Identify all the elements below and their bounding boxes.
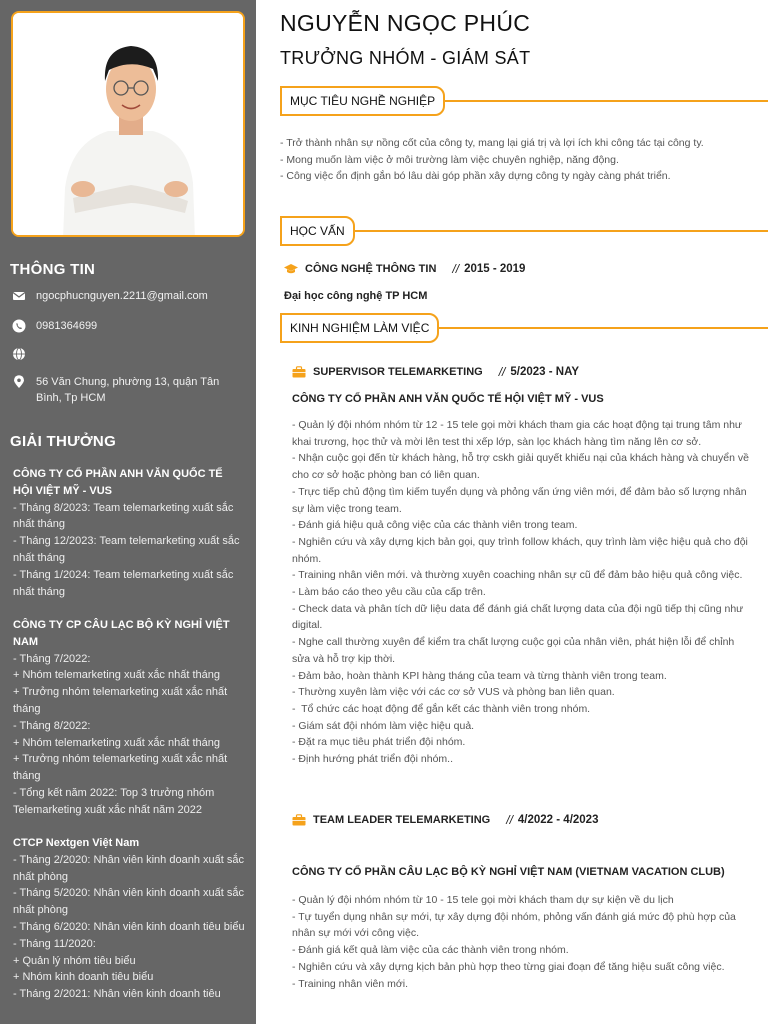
education-separator: // bbox=[452, 262, 460, 276]
education-entry bbox=[284, 262, 525, 276]
briefcase-icon bbox=[292, 366, 306, 378]
phone-icon bbox=[12, 319, 26, 333]
main-content bbox=[256, 0, 768, 1024]
duty-line: - Nghiên cứu và xây dựng kịch bản phù hợp theo từng giai đoạn để tăng hiệu suất công việc. bbox=[292, 960, 725, 973]
objective-line: - Công việc ổn định gắn bó lâu dài góp phần xây dựng công ty ngày càng phát triển. bbox=[280, 170, 671, 183]
duty-line: - Quản lý đội nhóm nhóm từ 10 - 15 tele gọi mời khách tham dự sự kiện về du lịch bbox=[292, 894, 674, 906]
email-text: ngocphucnguyen.2211@gmail.com bbox=[36, 290, 208, 302]
objective-line: - Mong muốn làm việc ở môi trường làm việc chuyên nghiệp, năng động. bbox=[280, 153, 619, 166]
duty-line: - Làm báo cáo theo yêu cầu của cấp trên. bbox=[292, 586, 486, 599]
award-line: + Trưởng nhóm telemarketing xuất xắc nhất tháng bbox=[13, 753, 231, 783]
candidate-name: NGUYỄN NGỌC PHÚC bbox=[280, 10, 531, 36]
award-line: + Trưởng nhóm telemarketing xuất xắc nhất tháng bbox=[13, 686, 231, 715]
job-separator: // bbox=[498, 365, 506, 379]
award-company: CÔNG TY CP CÂU LẠC BỘ KỲ NGHỈ VIỆT NAM bbox=[13, 619, 230, 648]
contact-phone[interactable] bbox=[12, 318, 236, 334]
award-line: - Tháng 6/2020: Nhân viên kinh doanh tiêu biểu bbox=[13, 920, 245, 933]
duty-line: - Tổ chức các hoạt động để gắn kết các thành viên trong nhóm. bbox=[292, 702, 591, 715]
award-line: - Tháng 1/2024: Team telemarketing xuất sắc nhất tháng bbox=[13, 568, 237, 598]
sidebar bbox=[0, 0, 256, 1024]
award-line: - Tháng 2/2021: Nhân viên kinh doanh tiêu bbox=[13, 988, 221, 1001]
award-line: + Nhóm telemarketing xuất xắc nhất tháng bbox=[13, 736, 220, 749]
award-line: - Tổng kết năm 2022: Top 3 trưởng nhóm Telemarketing xuất xắc nhất năm 2022 bbox=[13, 786, 218, 816]
info-heading: THÔNG TIN bbox=[10, 261, 96, 278]
experience-heading: KINH NGHIỆM LÀM VIỆC bbox=[280, 313, 439, 343]
duty-line: - Đánh giá hiệu quả công việc của các thành viên trong team. bbox=[292, 519, 578, 532]
duty-line: - Trực tiếp chủ động tìm kiếm tuyển dụng và phỏng vấn ứng viên mới, để đảm bảo số lượng nhân sự làm việc trong team. bbox=[292, 485, 750, 515]
profile-photo bbox=[11, 11, 245, 237]
award-group-vietnam-vacation bbox=[13, 617, 245, 819]
awards-heading: GIẢI THƯỞNG bbox=[10, 433, 117, 450]
duty-line: - Thường xuyên làm việc với các cơ sở VUS và phòng ban liên quan. bbox=[292, 686, 615, 699]
job-dates: 4/2022 - 4/2023 bbox=[517, 814, 599, 826]
briefcase-icon bbox=[292, 814, 306, 826]
job-header bbox=[292, 813, 598, 827]
award-line: - Tháng 8/2023: Team telemarketing xuất sắc nhất tháng bbox=[13, 501, 237, 531]
objective-heading: MỤC TIÊU NGHỀ NGHIỆP bbox=[280, 86, 445, 116]
award-line: + Nhóm kinh doanh tiêu biểu bbox=[13, 971, 154, 984]
award-line: + Nhóm telemarketing xuất xắc nhất tháng bbox=[13, 669, 220, 682]
job-header bbox=[292, 365, 579, 379]
person-portrait-icon bbox=[13, 13, 245, 237]
award-line: - Tháng 7/2022: bbox=[13, 652, 91, 665]
duty-line: - Giám sát đội nhóm làm việc hiệu quả. bbox=[292, 719, 475, 732]
award-line: - Tháng 12/2023: Team telemarketing xuất sắc nhất tháng bbox=[13, 535, 243, 564]
duty-line: - Check data và phân tích dữ liệu data để đánh giá chất lượng data của đội ngũ tiếp thị cũng như digital. bbox=[292, 602, 747, 632]
duty-line: - Đặt ra mục tiêu phát triển đội nhóm. bbox=[292, 736, 466, 749]
duty-line: - Nhận cuộc gọi đến từ khách hàng, hỗ trợ cskh giải quyết khiếu nại của khách hàng và chuyển về cho cơ sở hoặc phòng ban có liên quan. bbox=[292, 452, 752, 482]
award-group-vus bbox=[13, 466, 245, 600]
job-title: SUPERVISOR TELEMARKETING bbox=[313, 366, 483, 378]
award-line: - Tháng 11/2020: bbox=[13, 937, 96, 950]
contact-email[interactable] bbox=[12, 288, 236, 304]
award-company: CTCP Nextgen Việt Nam bbox=[13, 837, 140, 849]
duty-line: - Quản lý đội nhóm nhóm từ 12 - 15 tele gọi mời khách tham gia các hoạt động tại trung tâm như khai trương, học thử và mời lên test thi xếp lớp, sàn lọc khách hàng tìm năng lên cơ sở. bbox=[292, 419, 745, 448]
job-company: CÔNG TY CỔ PHẦN CÂU LẠC BỘ KỲ NGHỈ VIỆT NAM (VIETNAM VACATION CLUB) bbox=[292, 866, 725, 878]
duty-line: - Training nhân viên mới. và thường xuyên coaching nhân sự cũ để đảm bảo hiệu quả công việc. bbox=[292, 569, 743, 582]
duty-line: - Đảm bảo, hoàn thành KPI hàng tháng của team và từng thành viên trong team. bbox=[292, 669, 667, 682]
award-lines bbox=[13, 651, 245, 819]
duty-line: - Nghiên cứu và xây dựng kịch bản gọi, quy trình follow khách, quy trình làm việc hiệu quả cho đội nhóm. bbox=[292, 535, 751, 565]
award-line: + Quản lý nhóm tiêu biểu bbox=[13, 954, 136, 967]
job-duties bbox=[292, 417, 754, 768]
education-major: CÔNG NGHỆ THÔNG TIN bbox=[305, 263, 437, 275]
job-dates: 5/2023 - NAY bbox=[510, 366, 580, 378]
duty-line: - Nghe call thường xuyên để kiểm tra chất lượng cuộc gọi của nhân viên, phát hiện lỗi để chỉnh sửa và hỗ trợ kịp thời. bbox=[292, 636, 738, 665]
candidate-role: TRƯỞNG NHÓM - GIÁM SÁT bbox=[280, 48, 531, 68]
award-group-nextgen bbox=[13, 835, 248, 1003]
duty-line: - Định hướng phát triển đội nhóm.. bbox=[292, 753, 454, 766]
objective-text bbox=[280, 135, 756, 185]
education-heading: HỌC VẤN bbox=[280, 216, 355, 246]
job-duties bbox=[292, 892, 754, 992]
duty-line: - Đánh giá kết quả làm việc của các thành viên trong nhóm. bbox=[292, 944, 569, 957]
award-line: - Tháng 2/2020: Nhân viên kinh doanh xuất sắc nhất phòng bbox=[13, 853, 248, 883]
job-company: CÔNG TY CỔ PHẦN ANH VĂN QUỐC TẾ HỘI VIỆT MỸ - VUS bbox=[292, 393, 604, 405]
job-title: TEAM LEADER TELEMARKETING bbox=[313, 814, 491, 826]
globe-icon bbox=[12, 347, 26, 361]
contact-address bbox=[12, 374, 236, 406]
award-line: - Tháng 5/2020: Nhân viên kinh doanh xuất sắc nhất phòng bbox=[13, 887, 248, 917]
education-dates: 2015 - 2019 bbox=[464, 263, 526, 275]
phone-text: 0981364699 bbox=[36, 320, 98, 332]
school-name: Đại học công nghệ TP HCM bbox=[284, 290, 428, 302]
address-text: 56 Văn Chung, phường 13, quận Tân Bình, Tp HCM bbox=[36, 376, 220, 404]
award-line: - Tháng 8/2022: bbox=[13, 719, 91, 732]
objective-line: - Trở thành nhân sự nồng cốt của công ty, mang lại giá trị và lợi ích khi công tác tại công ty. bbox=[280, 137, 704, 149]
duty-line: - Training nhân viên mới. bbox=[292, 977, 409, 990]
award-company: CÔNG TY CỔ PHẦN ANH VĂN QUỐC TẾ HỘI VIỆT MỸ - VUS bbox=[13, 468, 223, 497]
award-lines bbox=[13, 852, 248, 1003]
job-separator: // bbox=[506, 813, 513, 827]
graduation-cap-icon bbox=[284, 263, 298, 275]
envelope-icon bbox=[12, 289, 26, 303]
duty-line: - Tự tuyển dụng nhân sự mới, tự xây dựng đội nhóm, phỏng vấn đánh giá mức độ phù hợp của nhân sự mới với công việc. bbox=[292, 910, 739, 940]
contact-website[interactable] bbox=[12, 346, 236, 361]
location-pin-icon bbox=[12, 375, 26, 389]
award-lines bbox=[13, 500, 245, 601]
